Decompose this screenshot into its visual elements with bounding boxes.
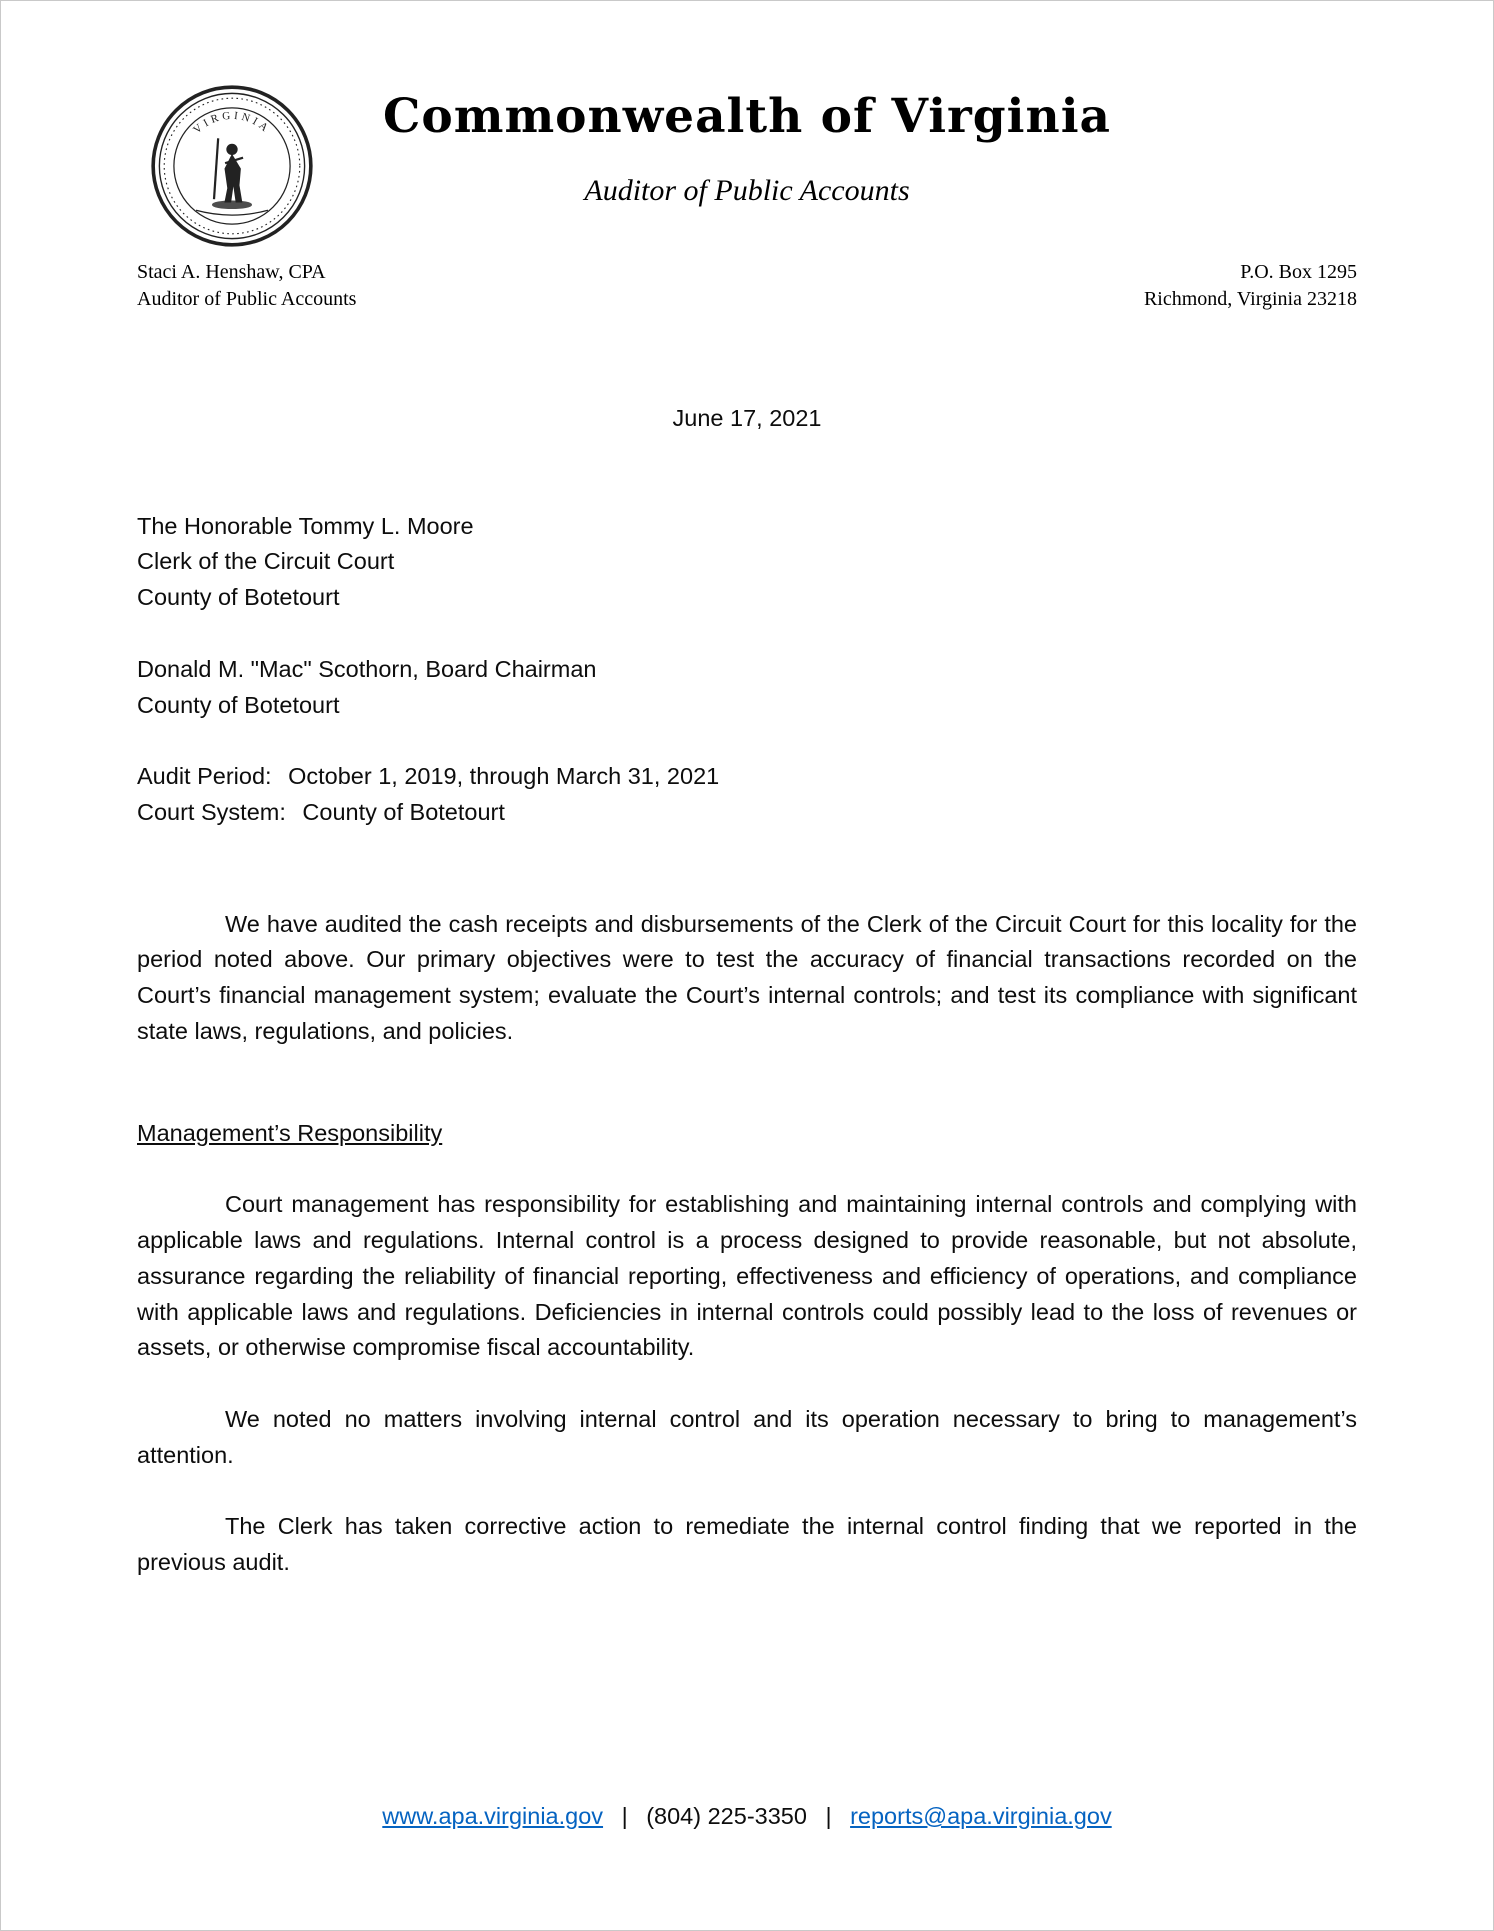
footer-separator-2: | [825,1803,832,1829]
virginia-seal-icon [137,83,347,249]
letterhead-titles [347,83,1147,208]
footer-website-link[interactable]: www.apa.virginia.gov [382,1803,604,1829]
office-address [1144,259,1357,313]
auditor-name: Staci A. Henshaw, CPA [137,261,326,283]
letterhead [137,83,1357,313]
auditor-contact [137,259,356,313]
auditor-title: Auditor of Public Accounts [137,288,357,310]
audit-period-value: October 1, 2019, through March 31, 2021 [288,763,720,790]
paragraph-management-responsibility: Court management has responsibility for establishing and maintaining internal controls and complying with applicable laws and regulations. Internal control is a process designed to provide reasonable, but not absolute, assurance regarding the reliability of financial reporting, effectiveness and efficiency of operations, and compliance with applicable laws and regulations. Deficiencies in internal controls could possibly lead to the loss of revenues or assets, or otherwise compromise fiscal accountability. [137,1191,1357,1361]
court-system-label: Court System: [137,799,286,826]
paragraph-corrective-action: The Clerk has taken corrective action to remediate the internal control finding that we reported in the previous audit. [137,1513,1357,1576]
letterhead-top [137,83,1357,249]
footer-separator-1: | [621,1803,628,1829]
org-title: Commonwealth of Virginia [382,89,1112,144]
section-heading-managements-responsibility: Management’s Responsibility [137,1119,443,1146]
court-system-line [137,795,1357,831]
letter-body [137,401,1357,1581]
audit-period-line [137,759,1357,795]
recipient2-name: Donald M. "Mac" Scothorn, Board Chairman [137,655,597,682]
footer-phone: (804) 225-3350 [646,1803,807,1829]
address-po-box: P.O. Box 1295 [1240,261,1357,283]
audit-period-label: Audit Period: [137,763,272,790]
svg-text:VIRGINIA: VIRGINIA [191,109,273,137]
footer [1,1803,1493,1830]
court-system-value: County of Botetourt [302,799,505,826]
paragraph-audit-scope: We have audited the cash receipts and disbursements of the Clerk of the Circuit Court for this locality for the period noted above. Our primary objectives were to test the accuracy of financial transactions recorded on the Court’s financial management system; evaluate the Court’s internal controls; and test its compliance with significant state laws, regulations, and policies. [137,910,1357,1044]
letterhead-contacts [137,259,1357,313]
recipient2-locality: County of Botetourt [137,691,340,718]
recipient-block-2 [137,652,1357,723]
recipient-block-1 [137,509,1357,616]
recipient-title: Clerk of the Circuit Court [137,548,395,575]
paragraph-no-matters-noted: We noted no matters involving internal control and its operation necessary to bring to management’s attention. [137,1405,1357,1468]
letter-date: June 17, 2021 [672,405,822,431]
org-subtitle: Auditor of Public Accounts [584,174,910,207]
audit-meta-block [137,759,1357,830]
address-city-state: Richmond, Virginia 23218 [1143,288,1357,310]
footer-email-link[interactable]: reports@apa.virginia.gov [850,1803,1112,1829]
recipient-locality: County of Botetourt [137,584,340,611]
recipient-name: The Honorable Tommy L. Moore [137,512,474,539]
